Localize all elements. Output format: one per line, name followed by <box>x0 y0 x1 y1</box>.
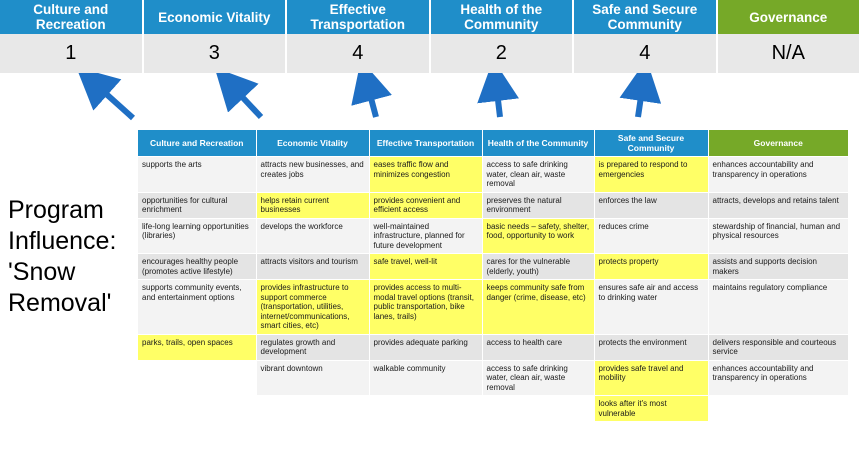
matrix-header-row <box>138 130 848 157</box>
arrow-icon-3 <box>367 83 376 117</box>
table-row <box>138 334 848 360</box>
matrix-cell <box>482 396 594 422</box>
matrix-header-culture-and-recreation: Culture and Recreation <box>138 130 256 157</box>
table-row <box>138 280 848 335</box>
top-header-cell-culture-and-recreation <box>0 0 144 34</box>
matrix-cell: supports the arts <box>138 157 256 193</box>
matrix-cell: maintains regulatory compliance <box>708 280 848 335</box>
top-header-label: Governance <box>749 9 828 25</box>
matrix-cell: attracts, develops and retains talent <box>708 192 848 218</box>
table-row <box>138 254 848 280</box>
matrix-cell: parks, trails, open spaces <box>138 334 256 360</box>
top-header-label: Economic Vitality <box>158 9 271 25</box>
matrix-cell: protects property <box>594 254 708 280</box>
matrix-cell: provides infrastructure to support commerce (transportation, utilities, internet/communications, smart cities, etc) <box>256 280 369 335</box>
matrix-cell <box>256 396 369 422</box>
matrix-cell: well-maintained infrastructure, planned for future development <box>369 218 482 254</box>
matrix-table <box>138 130 848 422</box>
matrix-cell: attracts visitors and tourism <box>256 254 369 280</box>
matrix-cell: vibrant downtown <box>256 360 369 396</box>
influence-matrix <box>138 130 848 422</box>
program-influence-caption <box>8 195 133 319</box>
matrix-cell: develops the workforce <box>256 218 369 254</box>
top-header-cell-health-of-the-community <box>431 0 575 34</box>
matrix-cell: helps retain current businesses <box>256 192 369 218</box>
arrow-icon-4 <box>496 83 500 117</box>
score-cell-effective-transportation: 4 <box>287 34 431 73</box>
matrix-cell: assists and supports decision makers <box>708 254 848 280</box>
matrix-cell <box>369 396 482 422</box>
matrix-cell: provides access to multi-modal travel options (transit, public transportation, bike lanes, trails) <box>369 280 482 335</box>
matrix-cell: enhances accountability and transparency in operations <box>708 157 848 193</box>
top-header-cell-safe-and-secure-community <box>574 0 718 34</box>
top-header-label: Culture and Recreation <box>33 2 109 32</box>
matrix-cell: preserves the natural environment <box>482 192 594 218</box>
matrix-cell: ensures safe air and access to drinking water <box>594 280 708 335</box>
matrix-cell: access to health care <box>482 334 594 360</box>
matrix-cell <box>138 360 256 396</box>
matrix-header-economic-vitality: Economic Vitality <box>256 130 369 157</box>
matrix-cell: encourages healthy people (promotes active lifestyle) <box>138 254 256 280</box>
top-header-band <box>0 0 859 34</box>
caption-line-3: 'Snow <box>8 258 76 286</box>
arrow-group <box>0 73 859 130</box>
matrix-cell: walkable community <box>369 360 482 396</box>
table-row <box>138 360 848 396</box>
matrix-cell: access to safe drinking water, clean air, waste removal <box>482 157 594 193</box>
matrix-cell: eases traffic flow and minimizes congestion <box>369 157 482 193</box>
arrow-icon-1 <box>94 83 133 118</box>
matrix-cell: enforces the law <box>594 192 708 218</box>
matrix-header-health-of-the-community: Health of the Community <box>482 130 594 157</box>
table-row <box>138 396 848 422</box>
matrix-cell: looks after it's most vulnerable <box>594 396 708 422</box>
matrix-cell: regulates growth and development <box>256 334 369 360</box>
caption-line-4: Removal' <box>8 289 112 317</box>
matrix-cell <box>708 396 848 422</box>
matrix-header-effective-transportation: Effective Transportation <box>369 130 482 157</box>
top-header-cell-effective-transportation <box>287 0 431 34</box>
top-header-cell-economic-vitality <box>144 0 288 34</box>
score-band <box>0 34 859 73</box>
caption-line-2: Influence: <box>8 227 117 255</box>
matrix-cell: basic needs – safety, shelter, food, opportunity to work <box>482 218 594 254</box>
top-header-label: Safe and Secure Community <box>592 2 698 32</box>
score-cell-economic-vitality: 3 <box>144 34 288 73</box>
matrix-cell: provides convenient and efficient access <box>369 192 482 218</box>
top-header-label: Health of the Community <box>460 2 543 32</box>
arrow-icon-2 <box>231 85 261 117</box>
matrix-cell: opportunities for cultural enrichment <box>138 192 256 218</box>
matrix-cell: life-long learning opportunities (libraries) <box>138 218 256 254</box>
table-row <box>138 192 848 218</box>
top-header-cell-governance <box>718 0 859 34</box>
score-cell-safe-and-secure-community: 4 <box>574 34 718 73</box>
score-cell-culture-and-recreation: 1 <box>0 34 144 73</box>
score-cell-governance: N/A <box>718 34 859 73</box>
matrix-cell: enhances accountability and transparency in operations <box>708 360 848 396</box>
table-row <box>138 157 848 193</box>
matrix-cell: is prepared to respond to emergencies <box>594 157 708 193</box>
matrix-cell: access to safe drinking water, clean air, waste removal <box>482 360 594 396</box>
arrow-icon-5 <box>638 83 643 117</box>
top-header-label: Effective Transportation <box>310 2 405 32</box>
matrix-cell: protects the environment <box>594 334 708 360</box>
table-row <box>138 218 848 254</box>
matrix-cell: supports community events, and entertainment options <box>138 280 256 335</box>
matrix-cell: safe travel, well-lit <box>369 254 482 280</box>
matrix-cell: provides adequate parking <box>369 334 482 360</box>
score-cell-health-of-the-community: 2 <box>431 34 575 73</box>
matrix-cell: attracts new businesses, and creates jobs <box>256 157 369 193</box>
matrix-cell: provides safe travel and mobility <box>594 360 708 396</box>
matrix-cell <box>138 396 256 422</box>
matrix-cell: reduces crime <box>594 218 708 254</box>
matrix-cell: stewardship of financial, human and physical resources <box>708 218 848 254</box>
matrix-header-governance: Governance <box>708 130 848 157</box>
matrix-cell: cares for the vulnerable (elderly, youth) <box>482 254 594 280</box>
caption-line-1: Program <box>8 196 104 224</box>
matrix-body <box>138 157 848 422</box>
matrix-cell: keeps community safe from danger (crime, disease, etc) <box>482 280 594 335</box>
matrix-header-safe-and-secure-community: Safe and Secure Community <box>594 130 708 157</box>
matrix-cell: delivers responsible and courteous service <box>708 334 848 360</box>
